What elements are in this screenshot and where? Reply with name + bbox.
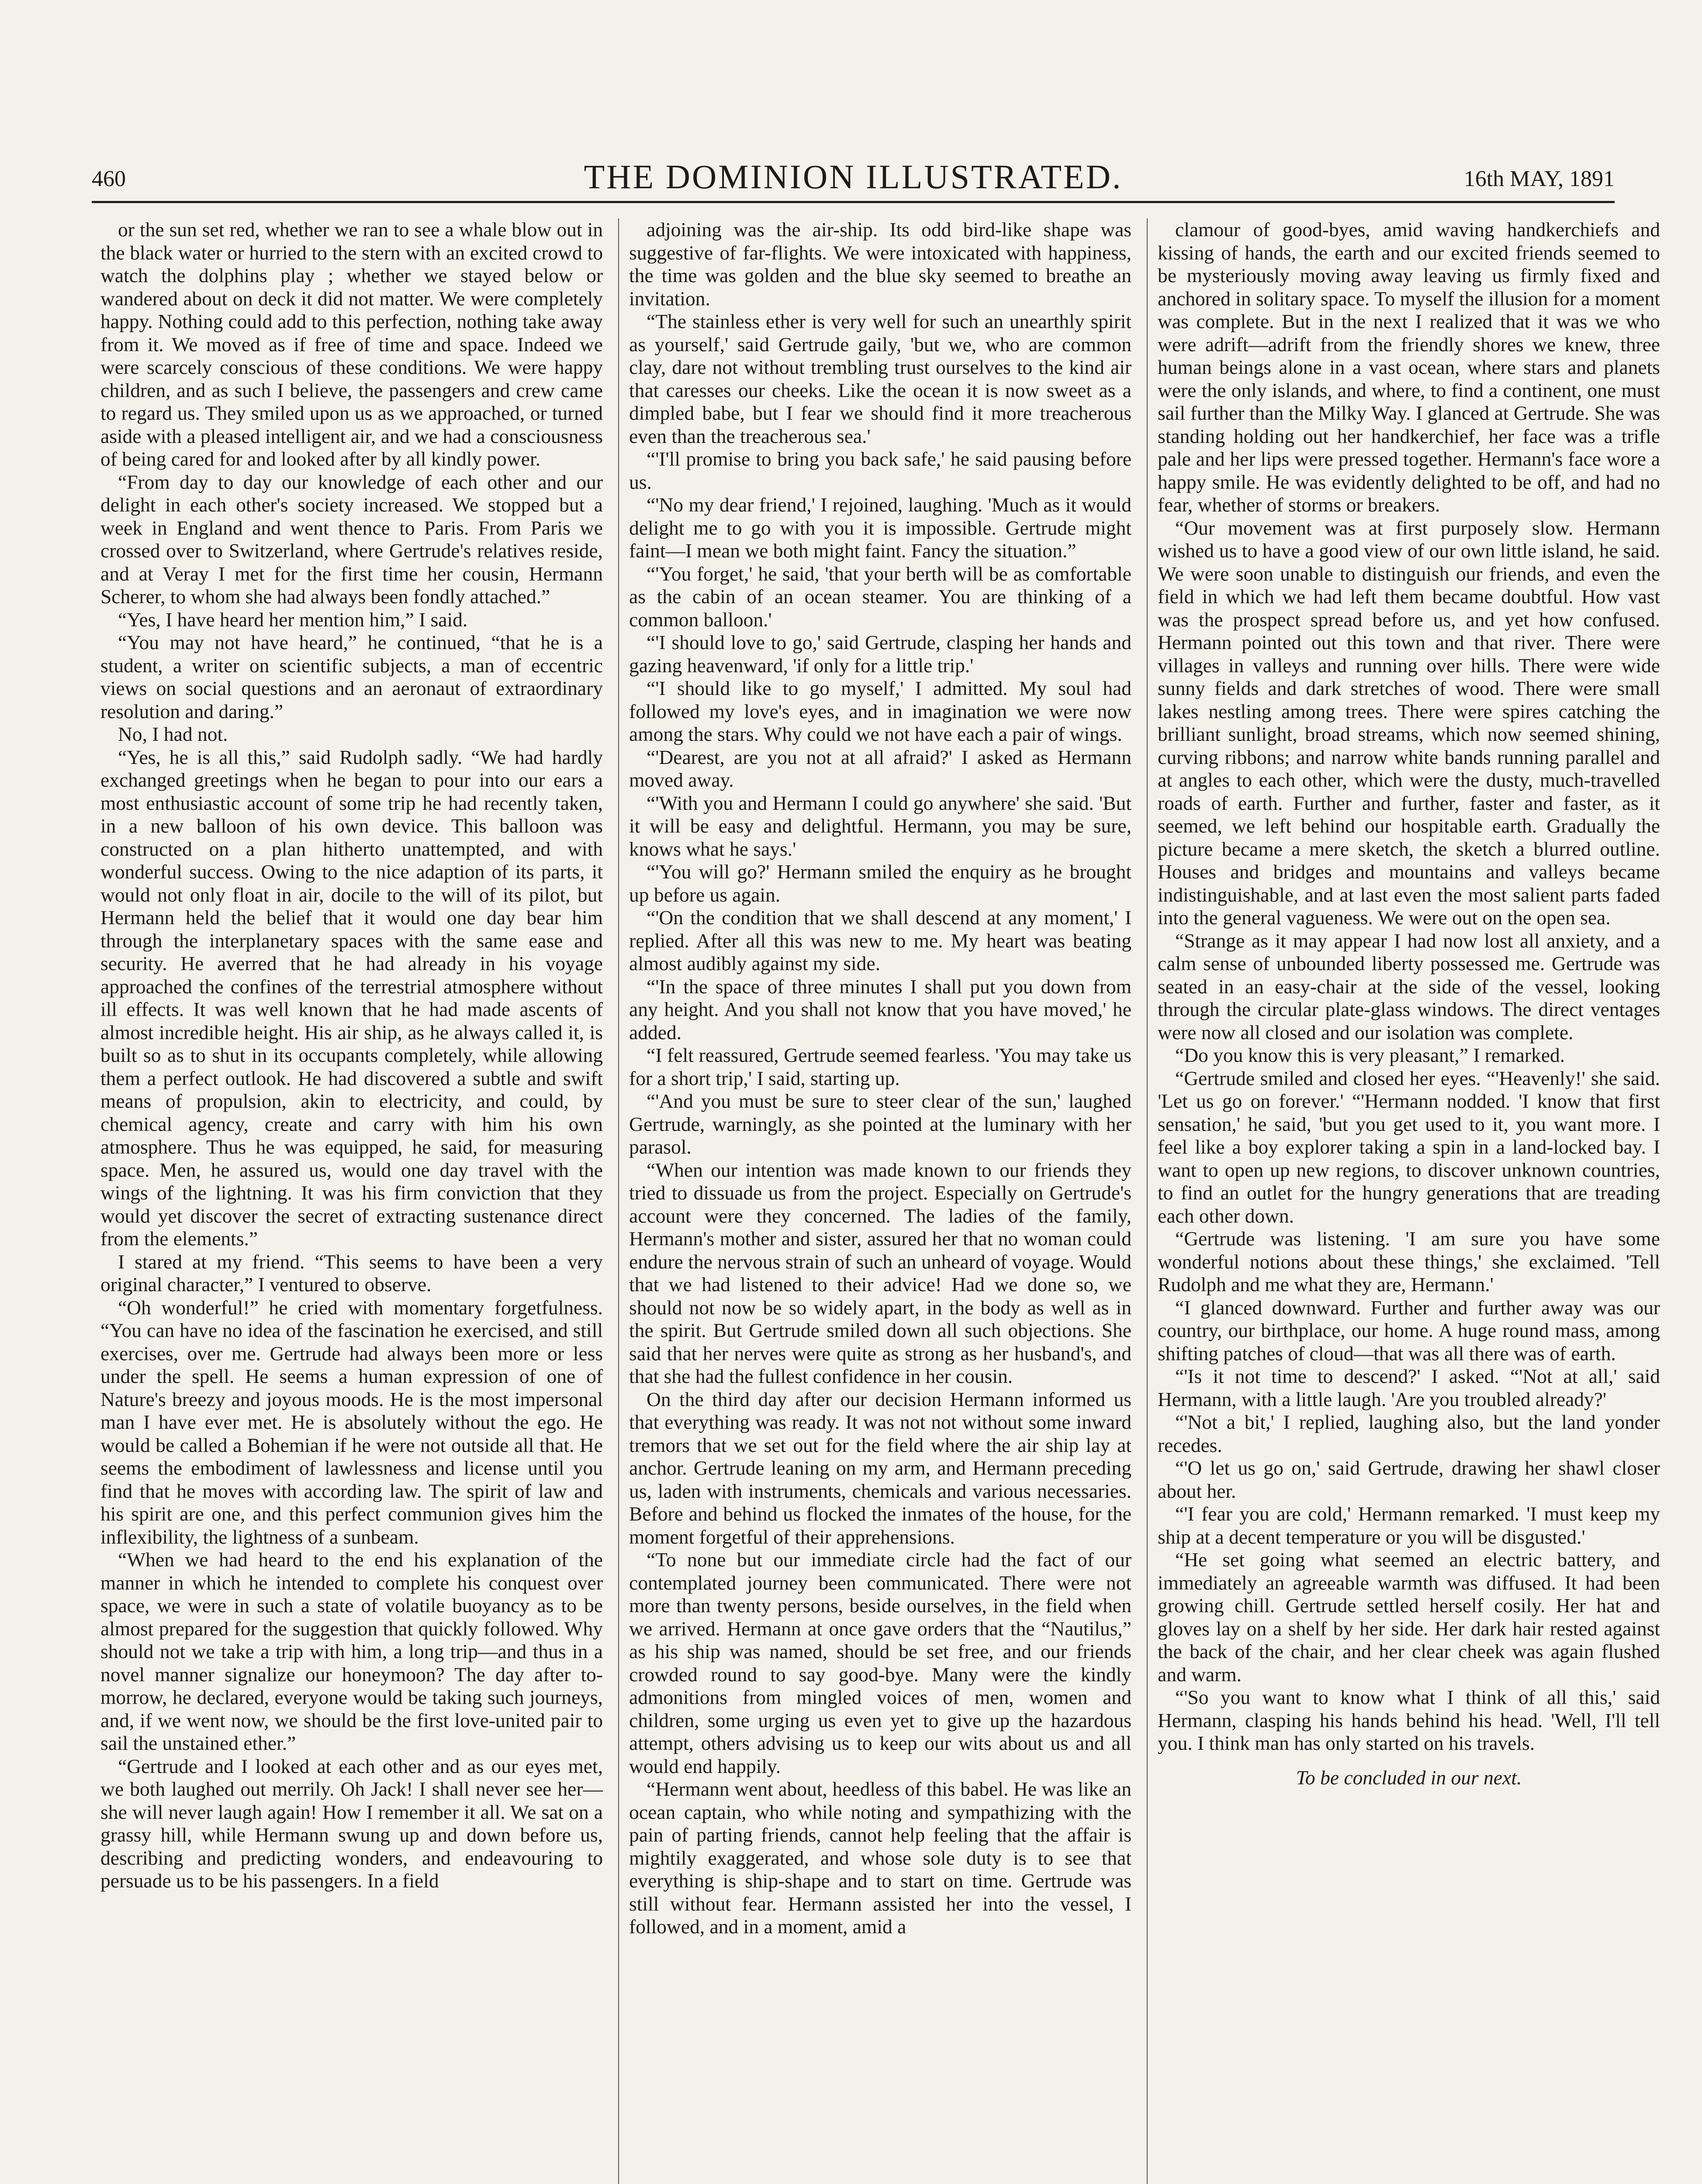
paragraph: “The stainless ether is very well for such an unearthly spirit as yourself,' said Gertrude gaily, 'but we, who are common clay, dare not without trembling trust ourselves to the kind air that caresses our cheeks. Like the ocean it is now sweet as a dimpled babe, but I fear we should find it more treacherous even than the treacherous sea.' <box>629 310 1131 447</box>
column-divider <box>618 218 619 2184</box>
paragraph: “'O let us go on,' said Gertrude, drawing her shawl closer about her. <box>1158 1457 1660 1502</box>
paragraph: “'You forget,' he said, 'that your berth will be as comfortable as the cabin of an ocean steamer. You are thinking of a common balloon.' <box>629 562 1131 631</box>
paragraph: “I felt reassured, Gertrude seemed fearless. 'You may take us for a short trip,' I said, starting up. <box>629 1044 1131 1089</box>
paragraph: “I glanced downward. Further and further away was our country, our birthplace, our home. A huge round mass, among shifting patches of cloud—that was all there was of earth. <box>1158 1296 1660 1365</box>
paragraph: “'On the condition that we shall descend at any moment,' I replied. After all this was new to me. My heart was beating almost audibly against my side. <box>629 906 1131 975</box>
header-rule <box>92 201 1615 203</box>
column-1 <box>100 218 603 2184</box>
paragraph: “'No my dear friend,' I rejoined, laughing. 'Much as it would delight me to go with you it is impossible. Gertrude might faint—I mean we both might faint. Fancy the situation.” <box>629 494 1131 562</box>
paragraph: “Yes, I have heard her mention him,” I said. <box>118 608 468 631</box>
paragraph: “'Is it not time to descend?' I asked. “'Not at all,' said Hermann, with a little laugh. 'Are you troubled already?' <box>1158 1365 1660 1410</box>
paragraph: “'I'll promise to bring you back safe,' he said pausing before us. <box>629 448 1131 493</box>
paragraph: “'I should love to go,' said Gertrude, clasping her hands and gazing heavenward, 'if only for a little trip.' <box>629 631 1131 677</box>
paragraph: “From day to day our knowledge of each other and our delight in each other's society increased. We stopped but a week in England and went thence to Paris. From Paris we crossed over to Switzerland, where Gertrude's relatives reside, and at Veray I met for the first time her cousin, Hermann Scherer, to whom she had always been fondly attached.” <box>100 470 603 608</box>
paragraph: “Gertrude and I looked at each other and as our eyes met, we both laughed out merrily. Oh Jack! I shall never see her—she will never laugh again! How I remember it all. We sat on a grassy hill, while Hermann swung up and down before us, describing and predicting wonders, and endeavouring to persuade us to be his passengers. In a field <box>100 1755 603 1892</box>
paragraph: I stared at my friend. “This seems to have been a very original character,” I ventured to observe. <box>100 1250 603 1296</box>
paragraph: “Hermann went about, heedless of this babel. He was like an ocean captain, who while noting and sympathizing with the pain of parting friends, cannot help feeling that the affair is mightily exaggerated, and whose sole duty is to see that everything is ship-shape and to start on time. Gertrude was still without fear. Hermann assisted her into the vessel, I followed, and in a moment, amid a <box>629 1778 1131 1938</box>
paragraph: “He set going what seemed an electric battery, and immediately an agreeable warmth was diffused. It had been growing chill. Gertrude settled herself cosily. Her hat and gloves lay on a shelf by her side. Her dark hair rested against the back of the chair, and her clear cheek was again flushed and warm. <box>1158 1548 1660 1686</box>
issue-date: 16th MAY, 1891 <box>1463 166 1615 191</box>
paragraph: “When our intention was made known to our friends they tried to dissuade us from the project. Especially on Gertrude's account were they concerned. The ladies of the family, Hermann's mother and sister, assured her that no woman could endure the nervous strain of such an unheard of voyage. Would that we had listened to their advice! Had we done so, we should not now be so widely apart, in the body as well as in the spirit. But Gertrude smiled down all such objections. She said that her nerves were quite as strong as her husband's, and that she had the fullest confidence in her cousin. <box>629 1158 1131 1387</box>
paragraph: “'You will go?' Hermann smiled the enquiry as he brought up before us again. <box>629 860 1131 906</box>
paragraph: On the third day after our decision Hermann informed us that everything was ready. It was not not without some inward tremors that we set out for the field where the air ship lay at anchor. Gertrude leaning on my arm, and Hermann preceding us, laden with instruments, chemicals and various necessaries. Before and behind us flocked the inmates of the house, for the moment forgetful of their apprehensions. <box>629 1388 1131 1548</box>
paragraph: “Gertrude smiled and closed her eyes. “'Heavenly!' she said. 'Let us go on forever.' “'Hermann nodded. 'I know that first sensation,' he said, 'but you get used to it, you want more. I feel like a boy explorer taking a spin in a land-locked bay. I want to open up new regions, to discover unknown countries, to find an outlet for the hungry generations that are treading each other down. <box>1158 1067 1660 1227</box>
column-2 <box>629 218 1131 2184</box>
paragraph: “Our movement was at first purposely slow. Hermann wished us to have a good view of our own little island, he said. We were soon unable to distinguish our friends, and even the field in which we had left them became doubtful. How vast was the prospect spread before us, and yet how confused. Hermann pointed out this town and that river. There were villages in valleys and running over hills. There were wide sunny fields and dark stretches of wood. There were small lakes nestling among trees. There were spires catching the brilliant sunlight, broad streams, which now seemed shining, curving ribbons; and narrow white bands running parallel and at angles to each other, which were the dusty, much-travelled roads of earth. Further and further, faster and faster, as it seemed, we left behind our hospitable earth. Gradually the picture became a mere sketch, the sketch a blurred outline. Houses and bridges and mountains and valleys became indistinguishable, and at last even the most salient parts faded into the general vagueness. We were out on the open sea. <box>1158 516 1660 929</box>
paragraph: No, I had not. <box>118 723 228 745</box>
paragraph: or the sun set red, whether we ran to see a whale blow out in the black water or hurried to the stern with an excited crowd to watch the dolphins play ; whether we stayed below or wandered about on deck it did not matter. We were completely happy. Nothing could add to this perfection, nothing take away from it. We moved as if free of time and space. Indeed we were scarcely conscious of these conditions. We were happy children, and as such I believe, the passengers and crew came to regard us. They smiled upon us as we approached, or turned aside with a pleased intelligent air, and we had a consciousness of being cared for and looked after by all kindly power. <box>100 218 603 470</box>
column-3 <box>1158 218 1660 2184</box>
paragraph: “To none but our immediate circle had the fact of our contemplated journey been communicated. There were not more than twenty persons, beside ourselves, in the field when we arrived. Hermann at once gave orders that the “Nautilus,” as his ship was named, should be set free, and our friends crowded round to say good-bye. Many were the kindly admonitions from mingled voices of men, women and children, some urging us even yet to give up the hazardous attempt, others advising us to keep our wits about us and all would end happily. <box>629 1548 1131 1777</box>
paragraph: adjoining was the air-ship. Its odd bird-like shape was suggestive of far-flights. We were intoxicated with happiness, the time was golden and the blue sky seemed to breathe an invitation. <box>629 218 1131 310</box>
paragraph: “'Dearest, are you not at all afraid?' I asked as Hermann moved away. <box>629 746 1131 791</box>
paragraph: “'With you and Hermann I could go anywhere' she said. 'But it will be easy and delightful. Hermann, you may be sure, knows what he says.' <box>629 791 1131 860</box>
paragraph: “When we had heard to the end his explanation of the manner in which he intended to complete his conquest over space, we were in such a state of volatile buoyancy as to be almost prepared for the suggestion that quickly followed. Why should not we take a trip with him, a long trip—and thus in a novel manner signalize our honeymoon? The day after to-morrow, he declared, everyone would be taking such journeys, and, if we went now, we should be the first love-united pair to sail the unstained ether.” <box>100 1548 603 1754</box>
paragraph: “'So you want to know what I think of all this,' said Hermann, clasping his hands behind his head. 'Well, I'll tell you. I think man has only started on his travels. <box>1158 1686 1660 1754</box>
paragraph: “'Not a bit,' I replied, laughing also, but the land yonder recedes. <box>1158 1411 1660 1456</box>
paragraph: “Oh wonderful!” he cried with momentary forgetfulness. “You can have no idea of the fascination he exercised, and still exercises, over me. Gertrude had always been more or less under the spell. He seems a human expression of one of Nature's breezy and joyous moods. He is the most impersonal man I have ever met. He is absolutely without the ego. He would be called a Bohemian if he were not outside all that. He seems the embodiment of lawlessness and license until you find that he moves with according law. The spirit of law and his spirit are one, and this perfect communion gives him the inflexibility, the lightness of a sunbeam. <box>100 1296 603 1548</box>
paragraph: “Yes, he is all this,” said Rudolph sadly. “We had hardly exchanged greetings when he began to pour into our ears a most enthusiastic account of some trip he had recently taken, in a new balloon of his own device. This balloon was constructed on a plan hitherto unattempted, and with wonderful success. Owing to the nice adaption of its parts, it would not only float in air, docile to the will of its pilot, but Hermann held the belief that it would one day bear him through the interplanetary spaces with the same ease and security. He averred that he had already in his voyage approached the confines of the terrestrial atmosphere without ill effects. It was well known that he had made ascents of almost incredible height. His air ship, as he always called it, is built so as to shut in its occupants completely, while allowing them a perfect outlook. He had discovered a subtle and swift means of propulsion, akin to electricity, and could, by chemical agency, create and carry with him his own atmosphere. Thus he was equipped, he said, for measuring space. Men, he assured us, would one day travel with the wings of the lightning. It was his firm conviction that they would yet discover the secret of extracting sustenance direct from the elements.” <box>100 746 603 1250</box>
paragraph: “Strange as it may appear I had now lost all anxiety, and a calm sense of unbounded liberty possessed me. Gertrude was seated in an easy-chair at the side of the vessel, looking through the circular plate-glass windows. The direct ventages were now all closed and our isolation was complete. <box>1158 929 1660 1044</box>
continuation-note: To be concluded in our next. <box>1296 1766 1522 1789</box>
paragraph: “'And you must be sure to steer clear of the sun,' laughed Gertrude, warningly, as she pointed at the luminary with her parasol. <box>629 1090 1131 1158</box>
paragraph: “Do you know this is very pleasant,” I remarked. <box>1175 1044 1565 1066</box>
paragraph: clamour of good-byes, amid waving handkerchiefs and kissing of hands, the earth and our excited friends seemed to be mysteriously moving away leaving us firmly fixed and anchored in solitary space. To myself the illusion for a moment was complete. But in the next I realized that it was we who were adrift—adrift from the friendly shores we knew, three human beings alone in a vast ocean, where stars and planets were the only islands, and where, to find a continent, one must sail further than the Milky Way. I glanced at Gertrude. She was standing holding out her handkerchief, her face was a trifle pale and her lips were pressed together. Hermann's face wore a happy smile. He was evidently delighted to be off, and had no fear, whether of storms or breakers. <box>1158 218 1660 516</box>
column-divider <box>1147 218 1148 2184</box>
paragraph: “'In the space of three minutes I shall put you down from any height. And you shall not know that you have moved,' he added. <box>629 975 1131 1044</box>
paragraph: “Gertrude was listening. 'I am sure you have some wonderful notions about these things,' she exclaimed. 'Tell Rudolph and me what they are, Hermann.' <box>1158 1227 1660 1296</box>
paragraph: “'I should like to go myself,' I admitted. My soul had followed my love's eyes, and in imagination we were now among the stars. Why could we not have each a pair of wings. <box>629 677 1131 745</box>
paragraph: “'I fear you are cold,' Hermann remarked. 'I must keep my ship at a decent temperature or you will be disgusted.' <box>1158 1503 1660 1548</box>
page-number: 460 <box>92 166 126 191</box>
page-header <box>92 149 1615 197</box>
paragraph: “You may not have heard,” he continued, “that he is a student, a writer on scientific subjects, a man of eccentric views on social questions and an aeronaut of extraordinary resolution and daring.” <box>100 631 603 722</box>
masthead-title: THE DOMINION ILLUSTRATED. <box>584 158 1123 196</box>
